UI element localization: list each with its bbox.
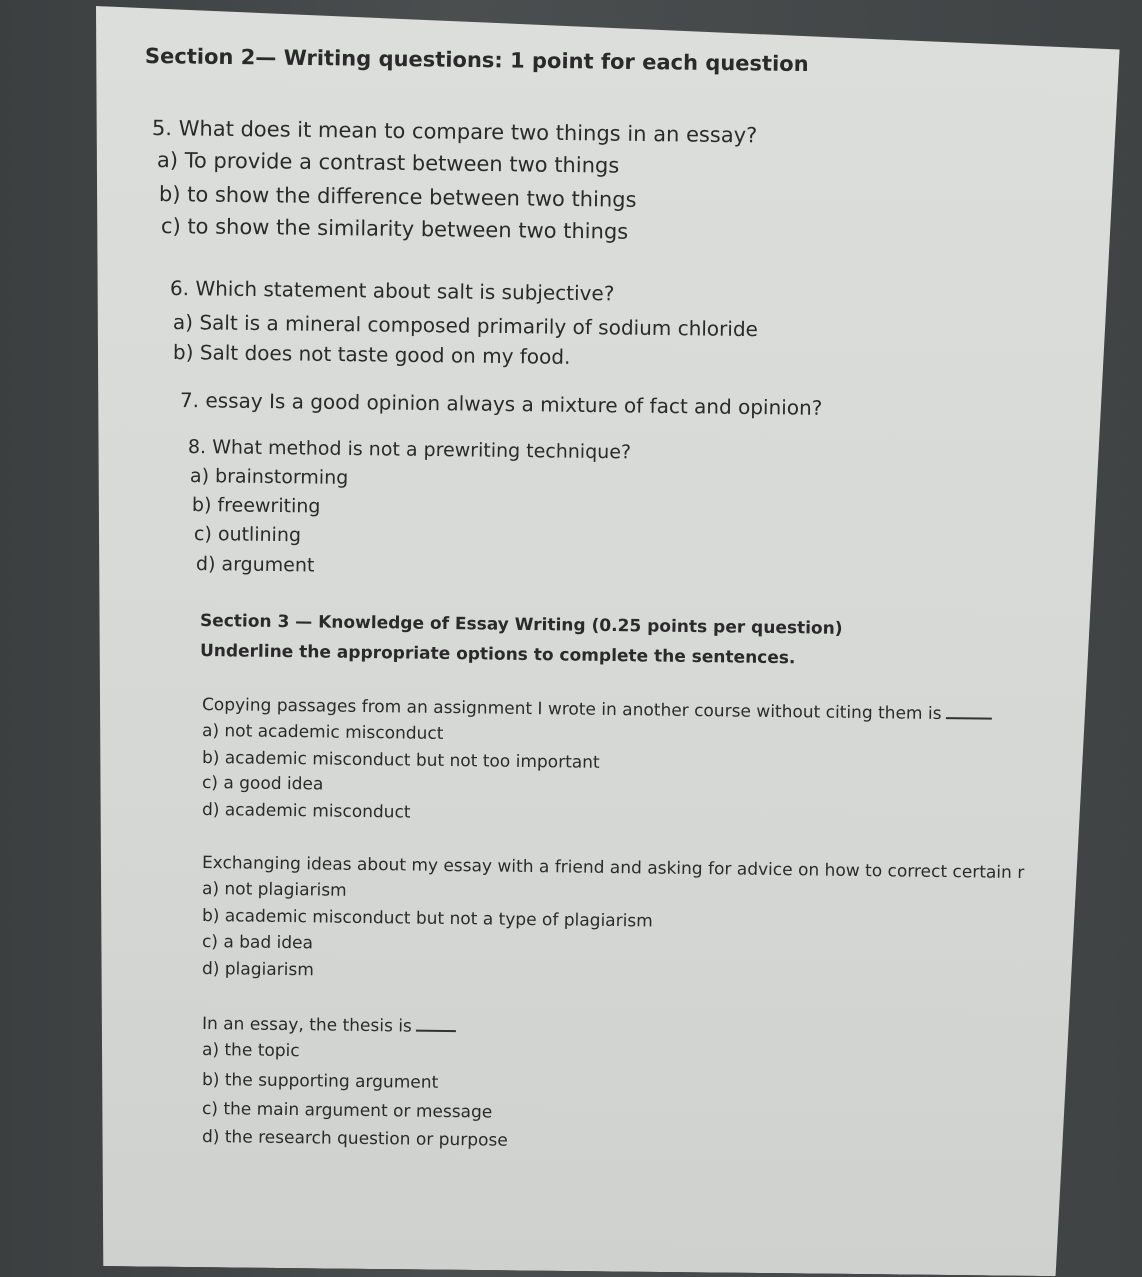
item3-option-b: b) the supporting argument <box>201 1070 439 1093</box>
q5-question: 5. What does it mean to compare two things in an essay? <box>151 116 758 148</box>
item1-option-c: c) a good idea <box>201 773 324 795</box>
item3-stem-text: In an essay, the thesis is <box>201 1014 412 1037</box>
item1-blank <box>945 717 991 720</box>
q8-option-d: d) argument <box>195 553 315 577</box>
item2-option-b: b) academic misconduct but not a type of plagiarism <box>201 906 653 932</box>
item3-stem <box>202 1014 456 1037</box>
item1-option-b: b) academic misconduct but not too important <box>201 748 600 773</box>
item1-option-a: a) not academic misconduct <box>201 721 444 744</box>
q7-question: 7. essay Is a good opinion always a mixture of fact and opinion? <box>179 388 823 420</box>
item3-blank <box>416 1030 456 1032</box>
item3-option-c: c) the main argument or message <box>201 1099 493 1123</box>
item1-stem-text: Copying passages from an assignment I wrote in another course without citing them is <box>201 695 942 725</box>
item1-option-d: d) academic misconduct <box>201 800 411 823</box>
q6-option-a: a) Salt is a mineral composed primarily of sodium chloride <box>172 310 759 342</box>
q5-option-a: a) To provide a contrast between two things <box>156 148 620 178</box>
q6-question: 6. Which statement about salt is subjective? <box>169 276 615 306</box>
q8-option-c: c) outlining <box>193 523 302 547</box>
item2-option-a: a) not plagiarism <box>201 879 347 901</box>
section2-heading: Section 2— Writing questions: 1 point for each question <box>144 44 809 77</box>
item2-option-c: c) a bad idea <box>201 932 314 954</box>
item2-option-d: d) plagiarism <box>201 959 314 981</box>
q8-option-a: a) brainstorming <box>189 465 349 489</box>
item1-stem <box>202 695 992 725</box>
q8-question: 8. What method is not a prewriting technique? <box>187 436 632 464</box>
q8-option-b: b) freewriting <box>191 494 321 518</box>
section3-instruction: Underline the appropriate options to complete the sentences. <box>199 641 796 669</box>
item3-option-d: d) the research question or purpose <box>201 1127 508 1151</box>
item2-stem: Exchanging ideas about my essay with a friend and asking for advice on how to correct certain r <box>201 853 1025 884</box>
q5-option-b: b) to show the difference between two things <box>158 182 637 212</box>
item3-option-a: a) the topic <box>201 1040 300 1062</box>
section3-heading: Section 3 — Knowledge of Essay Writing (0.25 points per question) <box>199 611 843 639</box>
q6-option-b: b) Salt does not taste good on my food. <box>172 340 571 369</box>
q5-option-c: c) to show the similarity between two things <box>160 214 629 244</box>
